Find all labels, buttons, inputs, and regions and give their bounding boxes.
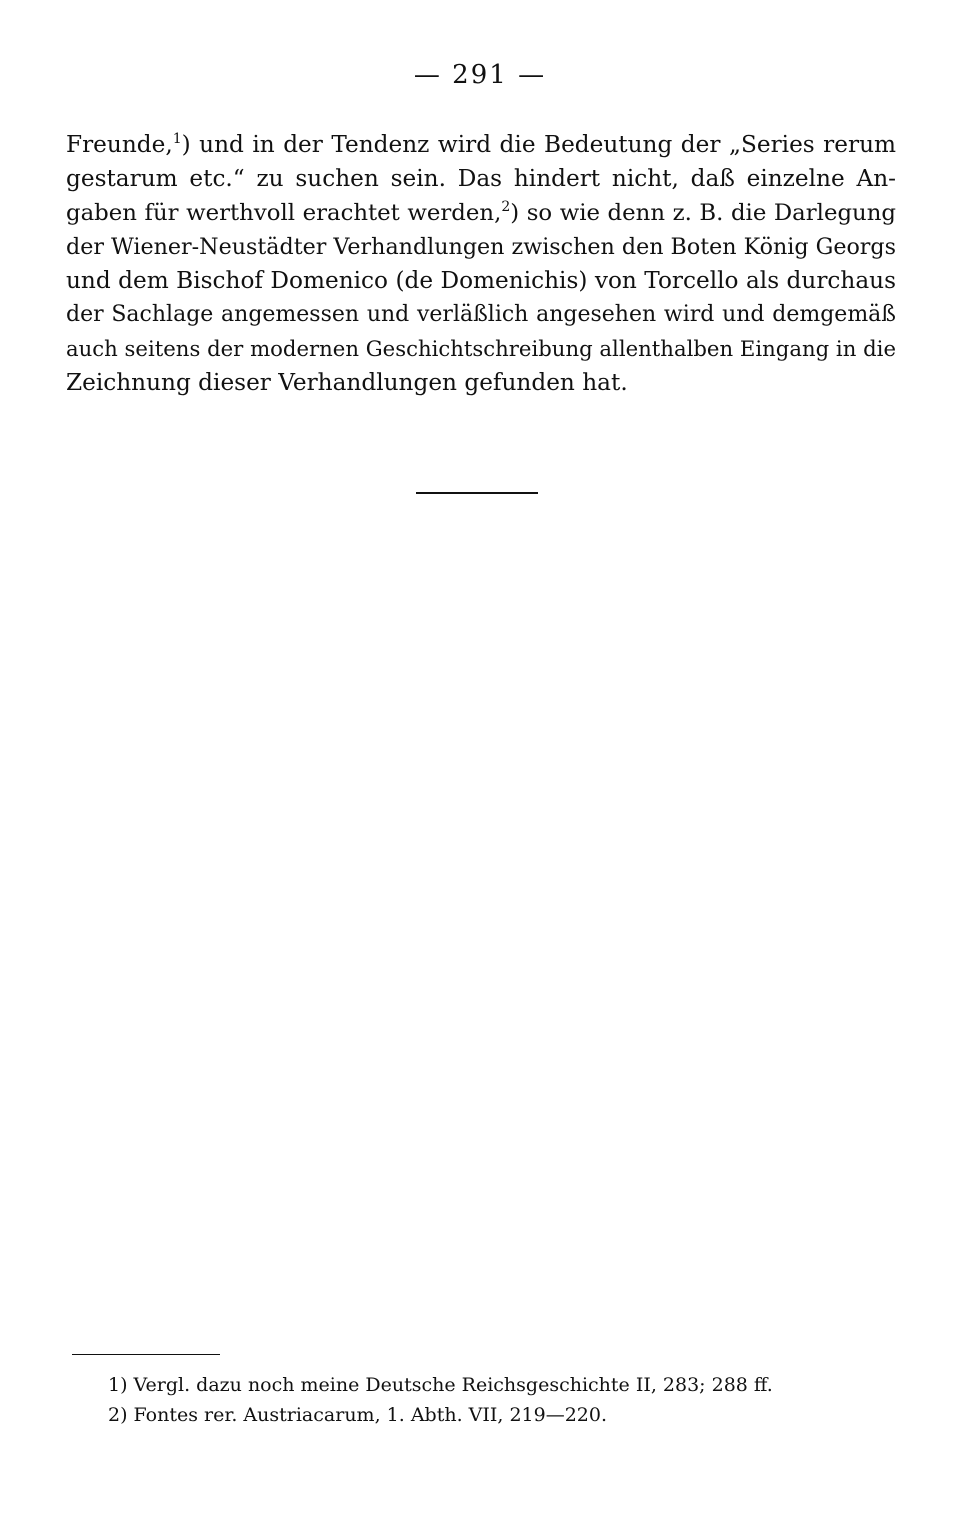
footnote-ref: 1 bbox=[172, 131, 182, 147]
footnote-rule bbox=[72, 1354, 220, 1355]
footnote-2: 2) Fontes rer. Austriacarum, 1. Abth. VII, 219—220. bbox=[108, 1404, 608, 1426]
footnote-ref: 2 bbox=[501, 199, 511, 215]
line-text: und dem Bischof Domenico (de Domenichis) von Torcello als durchaus bbox=[66, 267, 896, 294]
body-line bbox=[66, 128, 896, 162]
line-text: gestarum etc.“ zu suchen sein. Das hindert nicht, daß einzelne An- bbox=[66, 165, 896, 192]
body-line bbox=[66, 332, 896, 366]
line-text: Zeichnung dieser Verhandlungen gefunden hat. bbox=[66, 369, 628, 396]
body-line bbox=[66, 298, 896, 332]
line-text: ) und in der Tendenz wird die Bedeutung der „Series rerum bbox=[181, 131, 896, 158]
line-text: Freunde, bbox=[66, 131, 173, 158]
section-separator bbox=[416, 492, 538, 494]
line-text: der Wiener-Neustädter Verhandlungen zwischen den Boten König Georgs bbox=[66, 234, 896, 260]
body-line bbox=[66, 162, 896, 196]
line-text: ) so wie denn z. B. die Darlegung bbox=[510, 200, 896, 226]
body-line bbox=[66, 366, 896, 400]
line-text: auch seitens der modernen Geschichtschreibung allenthalben Eingang in die bbox=[66, 336, 896, 361]
body-paragraph bbox=[66, 128, 896, 400]
body-line bbox=[66, 230, 896, 264]
line-text: der Sachlage angemessen und verläßlich angesehen wird und demgemäß bbox=[66, 302, 896, 327]
footnotes bbox=[108, 1370, 898, 1430]
footnote-1: 1) Vergl. dazu noch meine Deutsche Reichsgeschichte II, 283; 288 ff. bbox=[108, 1374, 773, 1396]
page-number: — 291 — bbox=[413, 60, 547, 90]
line-text: gaben für werthvoll erachtet werden, bbox=[66, 200, 502, 226]
body-line bbox=[66, 196, 896, 230]
body-line bbox=[66, 264, 896, 298]
